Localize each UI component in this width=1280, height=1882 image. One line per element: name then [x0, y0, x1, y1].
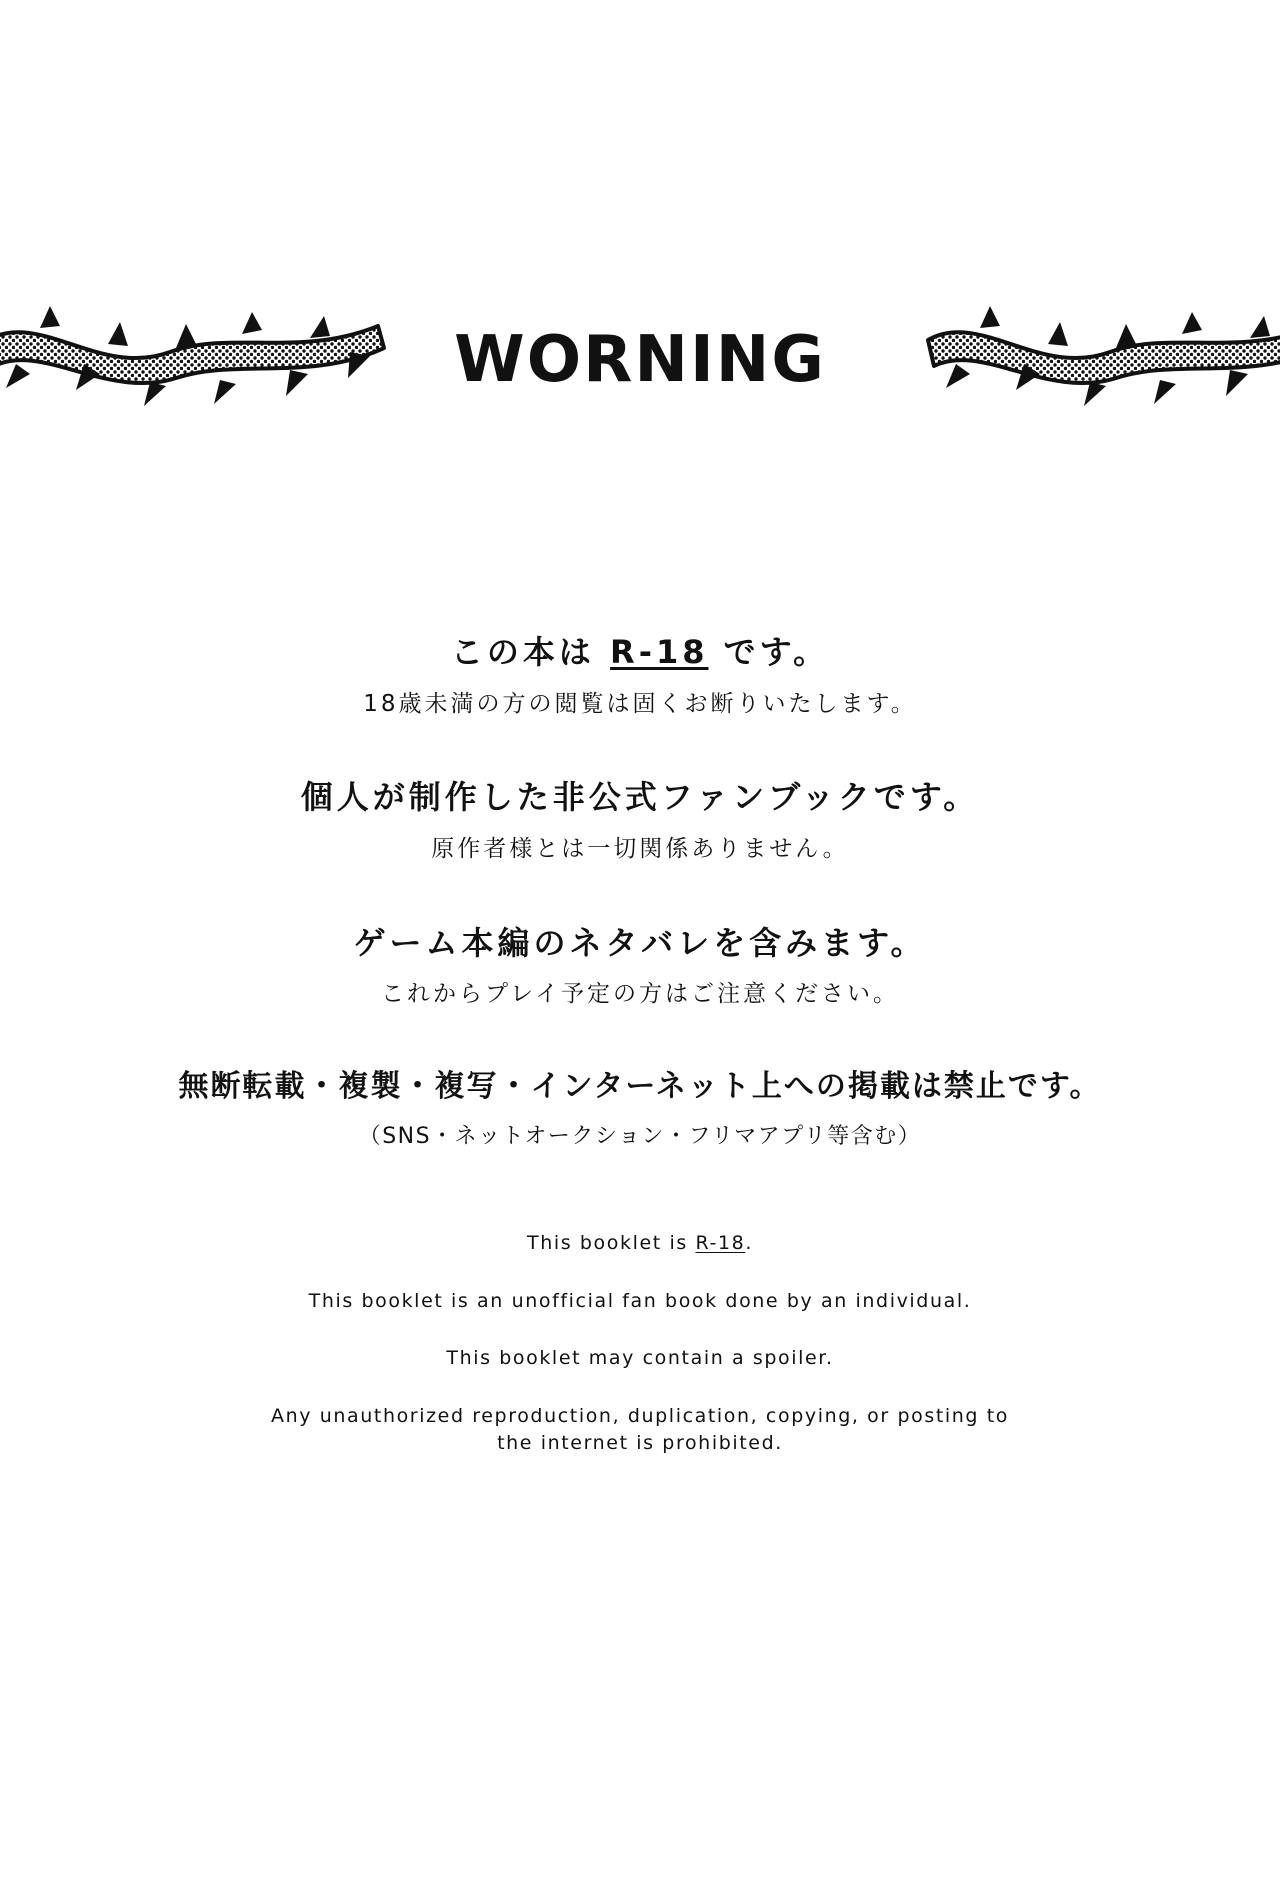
- english-notice-spoiler: This booklet may contain a spoiler.: [446, 1347, 834, 1370]
- notice-reproduction-sub: （SNS・ネットオークション・フリマアプリ等含む）: [358, 1123, 922, 1149]
- notice-age-rating-prefix: この本は: [450, 633, 611, 671]
- notice-spoiler-sub: これからプレイ予定の方はご注意ください。: [381, 981, 899, 1008]
- notice-age-rating-suffix: です。: [708, 633, 830, 671]
- notice-age-rating-main: [0, 630, 1280, 675]
- thorny-vine-right-icon: [920, 300, 1280, 420]
- notice-unofficial-sub: 原作者様とは一切関係ありません。: [431, 836, 849, 863]
- english-notices: [0, 1230, 1280, 1458]
- notice-age-rating: [0, 630, 1280, 721]
- notice-unofficial-main: 個人が制作した非公式ファンブックです。: [300, 778, 980, 817]
- english-notice-unofficial: This booklet is an unofficial fan book done by an individual.: [308, 1289, 972, 1312]
- english-notice-reproduction-line2: the internet is prohibited.: [497, 1432, 783, 1455]
- english-notice-age-rating-prefix: This booklet is: [527, 1232, 696, 1254]
- notice-unofficial: [0, 775, 1280, 866]
- warning-header: [0, 300, 1280, 420]
- notice-age-rating-sub: 18歳未満の方の閲覧は固くお断りいたします。: [363, 690, 917, 717]
- english-notice-age-rating-emphasis: R-18: [695, 1232, 746, 1254]
- english-notice-reproduction-line1: Any unauthorized reproduction, duplication, copying, or posting to: [271, 1404, 1009, 1427]
- japanese-notices: [0, 630, 1280, 1207]
- english-notice-age-rating-suffix: .: [745, 1232, 753, 1254]
- english-notice-age-rating: [0, 1230, 1280, 1258]
- notice-age-rating-emphasis: R-18: [610, 633, 709, 671]
- notice-spoiler: [0, 921, 1280, 1012]
- page-title: WORNING: [454, 323, 826, 397]
- notice-reproduction: [0, 1066, 1280, 1153]
- notice-spoiler-main: ゲーム本編のネタバレを含みます。: [353, 923, 927, 962]
- notice-reproduction-main: 無断転載・複製・複写・インターネット上への掲載は禁止です。: [178, 1068, 1102, 1104]
